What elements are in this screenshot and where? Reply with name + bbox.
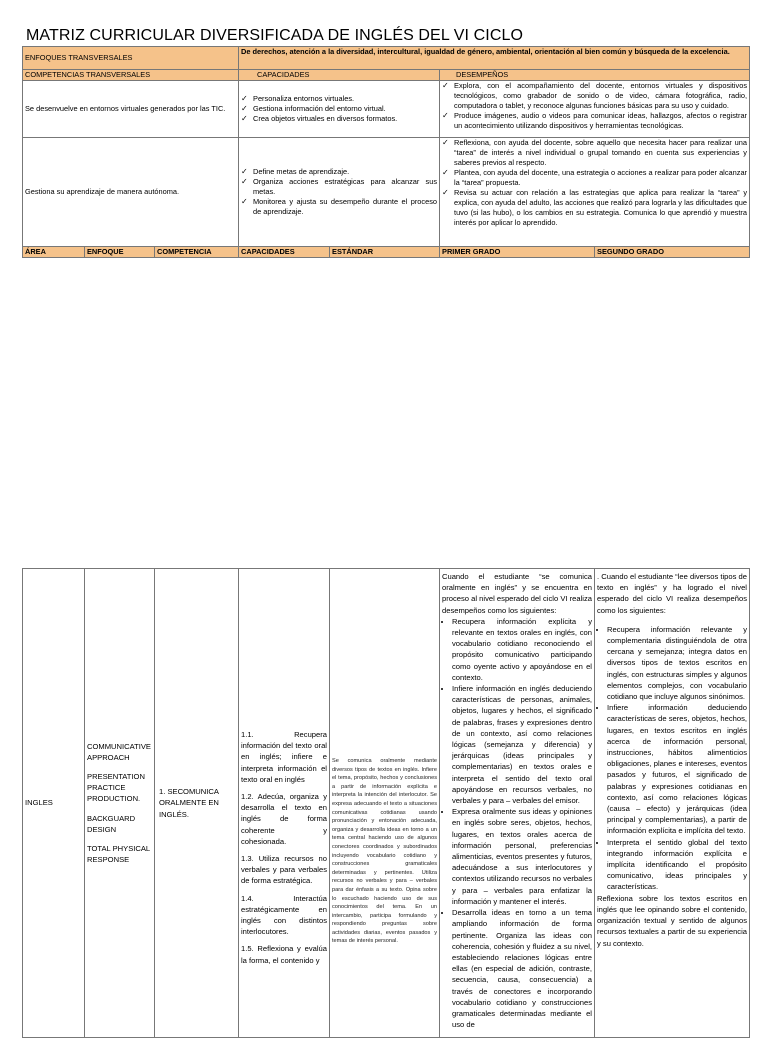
grid-header-primer-grado: PRIMER GRADO <box>440 247 595 258</box>
capacidad-item: 1.3. Utiliza recursos no verbales y para verbales de forma estratégica. <box>241 854 327 886</box>
capacidades-cell <box>239 569 330 1038</box>
segundo-grado-outro: Reflexiona sobre los textos escritos en inglés que lee opinando sobre el contenido, organización textual y sentido de algunos recursos textuales a partir de su experiencia y su contexto. <box>597 893 747 948</box>
capacidad-item: 1.2. Adecúa, organiza y desarrolla el texto en inglés de forma coherente y cohesionada. <box>241 792 327 846</box>
capacidad-item: 1.5. Reflexiona y evalúa la forma, el contenido y <box>241 944 327 965</box>
grid-header-area: ÁREA <box>23 247 85 258</box>
competencia-tic: Se desenvuelve en entornos virtuales generados por las TIC. <box>23 81 239 138</box>
grid-header-enfoque: ENFOQUE <box>85 247 155 258</box>
capacidad-item: ✓ Define metas de aprendizaje. <box>241 167 437 177</box>
enfoque-item: BACKGUARD DESIGN <box>87 813 136 834</box>
desempeno-item: ✓ Plantea, con ayuda del docente, una estrategia o acciones a realizar para poder alcanzar la “tarea” propuesta. <box>442 168 747 188</box>
desempeno-item: ✓ Reflexiona, con ayuda del docente, sobre aquello que necesita hacer para realizar una “tarea” de interés a nivel individual o grupal tomando en cuenta sus experiencias y saberes previos al respecto. <box>442 138 747 168</box>
primer-grado-cell <box>440 569 595 1038</box>
grid-header-competencia: COMPETENCIA <box>155 247 239 258</box>
desempeno-item: • Recupera información explícita y relevante en textos orales en inglés, con vocabulario cotidiano reconociendo el propósito comunicativo participando como oyente activo y apoyándose en el contexto. <box>452 616 592 683</box>
capacidad-item: ✓ Monitorea y ajusta su desempeño durante el proceso de aprendizaje. <box>241 197 437 217</box>
header-capacidades: CAPACIDADES <box>239 70 440 81</box>
header-competencias: COMPETENCIAS TRANSVERSALES <box>23 70 239 81</box>
competencia-aprendizaje: Gestiona su aprendizaje de manera autónoma. <box>23 138 239 247</box>
segundo-grado-intro: . Cuando el estudiante “lee diversos tipos de texto en inglés” y ha logrado el nivel esperado del ciclo VI realiza desempeños como los siguientes: <box>597 572 747 615</box>
capacidades-tic <box>239 81 440 138</box>
capacidad-item: ✓ Gestiona información del entorno virtual. <box>241 104 437 114</box>
desempeno-item: • Recupera información relevante y complementaria distinguiéndola de otra cercana y semejanza; integra datos en diversos tipos de textos escritos en inglés, con estructuras simples y algunos elementos complejos, con vocabulario cotidiano que incluye algunos sinónimos. <box>607 624 747 702</box>
desempeno-item: • Interpreta el sentido global del texto integrando información explícita e implícita identificando el propósito comunicativo, ideas principales y características. <box>607 837 747 893</box>
area-cell: INGLES <box>23 569 85 1038</box>
enfoque-cell <box>85 569 155 1038</box>
header-desempenos: DESEMPEÑOS <box>440 70 750 81</box>
capacidad-item: ✓ Personaliza entornos virtuales. <box>241 94 437 104</box>
desempeno-item: ✓ Explora, con el acompañamiento del docente, entornos virtuales y dispositivos tecnológicos, como grabador de sonido o de video, cámara fotográfica, radio, computadora o tablet, y reconoce algunas funciones básicas para su uso y cuidado. <box>442 81 747 111</box>
capacidad-item: ✓ Organiza acciones estratégicas para alcanzar sus metas. <box>241 177 437 197</box>
primer-grado-intro: Cuando el estudiante “se comunica oralmente en inglés” y se encuentra en proceso al nivel esperado del ciclo VI realiza desempeños como los siguientes: <box>442 572 592 615</box>
desempenos-aprendizaje <box>440 138 750 247</box>
capacidad-item: 1.4. Interactúa estratégicamente en inglés con distintos interlocutores. <box>241 893 327 937</box>
enfoque-item: TOTAL PHYSICAL RESPONSE <box>87 844 150 865</box>
enfoque-item: COMMUNICATIVE APPROACH <box>87 741 151 762</box>
desempeno-item: • Infiere información en inglés deduciendo características de personas, animales, objetos, lugares y hechos, el significado de palabras, frases y expresiones dentro de un contexto, así como relaciones lógicas (semejanza y diferencia) y jerárquicas (ideas principales y complementarias) en textos orales e interpreta el sentido del texto oral apoyándose en recursos verbales, no verbales y para – verbales del emisor. <box>452 683 592 806</box>
desempeno-item: • Expresa oralmente sus ideas y opiniones en inglés sobre seres, objetos, hechos, lugares, en textos orales acerca de información personal, preferencias alimenticias, eventos presentes y futuros, adecuándose a sus interlocutores y contextos utilizando recursos no verbales y para – verbales para enfatizar la información y mantener el interés. <box>452 806 592 907</box>
capacidades-aprendizaje <box>239 138 440 247</box>
desempenos-tic <box>440 81 750 138</box>
grid-header-segundo-grado: SEGUNDO GRADO <box>595 247 750 258</box>
transversal-table <box>22 46 750 258</box>
estandar-cell: Se comunica oralmente mediante diversos tipos de textos en inglés. Infiere el tema, propósito, hechos y conclusiones a partir de información explícita e interpreta la intención del interlocutor. Se expresa adecuando el texto a situaciones comunicativas cotidianas usando pronunciación y entonación adecuada, organiza y desarrolla ideas en torno a un tema central haciendo uso de algunos conectores coordinados y subordinados incluyendo vocabulario cotidiano y construcciones gramaticales determinadas y pertinentes. Utiliza recursos no verbales y para – verbales para dar énfasis a su texto. Opina sobre lo escuchado haciendo uso de sus conocimientos del tema. En un intercambio, participa formulando y respondiendo preguntas sobre actividades diarias, eventos pasados y temas de interés personal. <box>330 569 440 1038</box>
enfoque-item: PRESENTATION PRACTICE PRODUCTION. <box>87 771 145 804</box>
desempeno-item: ✓ Produce imágenes, audio o videos para comunicar ideas, hallazgos, afectos o registrar un acontecimiento utilizando dispositivos y herramientas tecnológicas. <box>442 111 747 131</box>
page-title: MATRIZ CURRICULAR DIVERSIFICADA DE INGLÉS DEL VI CICLO <box>26 27 524 44</box>
capacidad-item: ✓ Crea objetos virtuales en diversos formatos. <box>241 114 437 124</box>
enfoques-label: ENFOQUES TRANSVERSALES <box>23 47 239 70</box>
desempeno-item: • Infiere información deduciendo características de seres, objetos, hechos, lugares, en textos escritos en inglés acerca de información personal, instrucciones, hábitos alimenticios obligaciones, planes e intereses, eventos pasados y futuros, el significado de palabras y expresiones cotidianas en contexto, así como relaciones lógicas (causa – efecto) y jerárquicas (idea principal y complementarias), a partir de información explícita e implícita del texto. <box>607 702 747 836</box>
segundo-grado-cell <box>595 569 750 1038</box>
enfoques-text: De derechos, atención a la diversidad, intercultural, igualdad de género, ambiental, orientación al bien común y búsqueda de la excelencia. <box>239 47 750 70</box>
desempeno-item: • Desarrolla ideas en torno a un tema ampliando información de forma pertinente. Organiza las ideas con coherencia, cohesión y fluidez a su nivel, estableciendo relaciones lógicas entre ellas (en especial de adición, contraste, secuencia, causa, consecuencia) a través de conectores e incorporando vocabulario cotidiano y construcciones gramaticales determinadas mediante el uso de <box>452 907 592 1030</box>
curriculum-table <box>22 568 750 1038</box>
grid-header-estandar: ESTÁNDAR <box>330 247 440 258</box>
grid-header-capacidades: CAPACIDADES <box>239 247 330 258</box>
capacidad-item: 1.1. Recupera información del texto oral en inglés; infiere e interpreta información el texto oral en inglés <box>241 730 327 784</box>
desempeno-item: ✓ Revisa su actuar con relación a las estrategias que aplica para realizar la “tarea” y explica, con ayuda del adulto, las acciones que realizó para lograrla y las dificultades que tuvo (si las hubo), o los cambios en su estrategia. Comunica lo que aprendió y muestra interés por aplicar lo aprendido. <box>442 188 747 228</box>
competencia-cell: 1. SECOMUNICA ORALMENTE EN INGLÉS. <box>155 569 239 1038</box>
